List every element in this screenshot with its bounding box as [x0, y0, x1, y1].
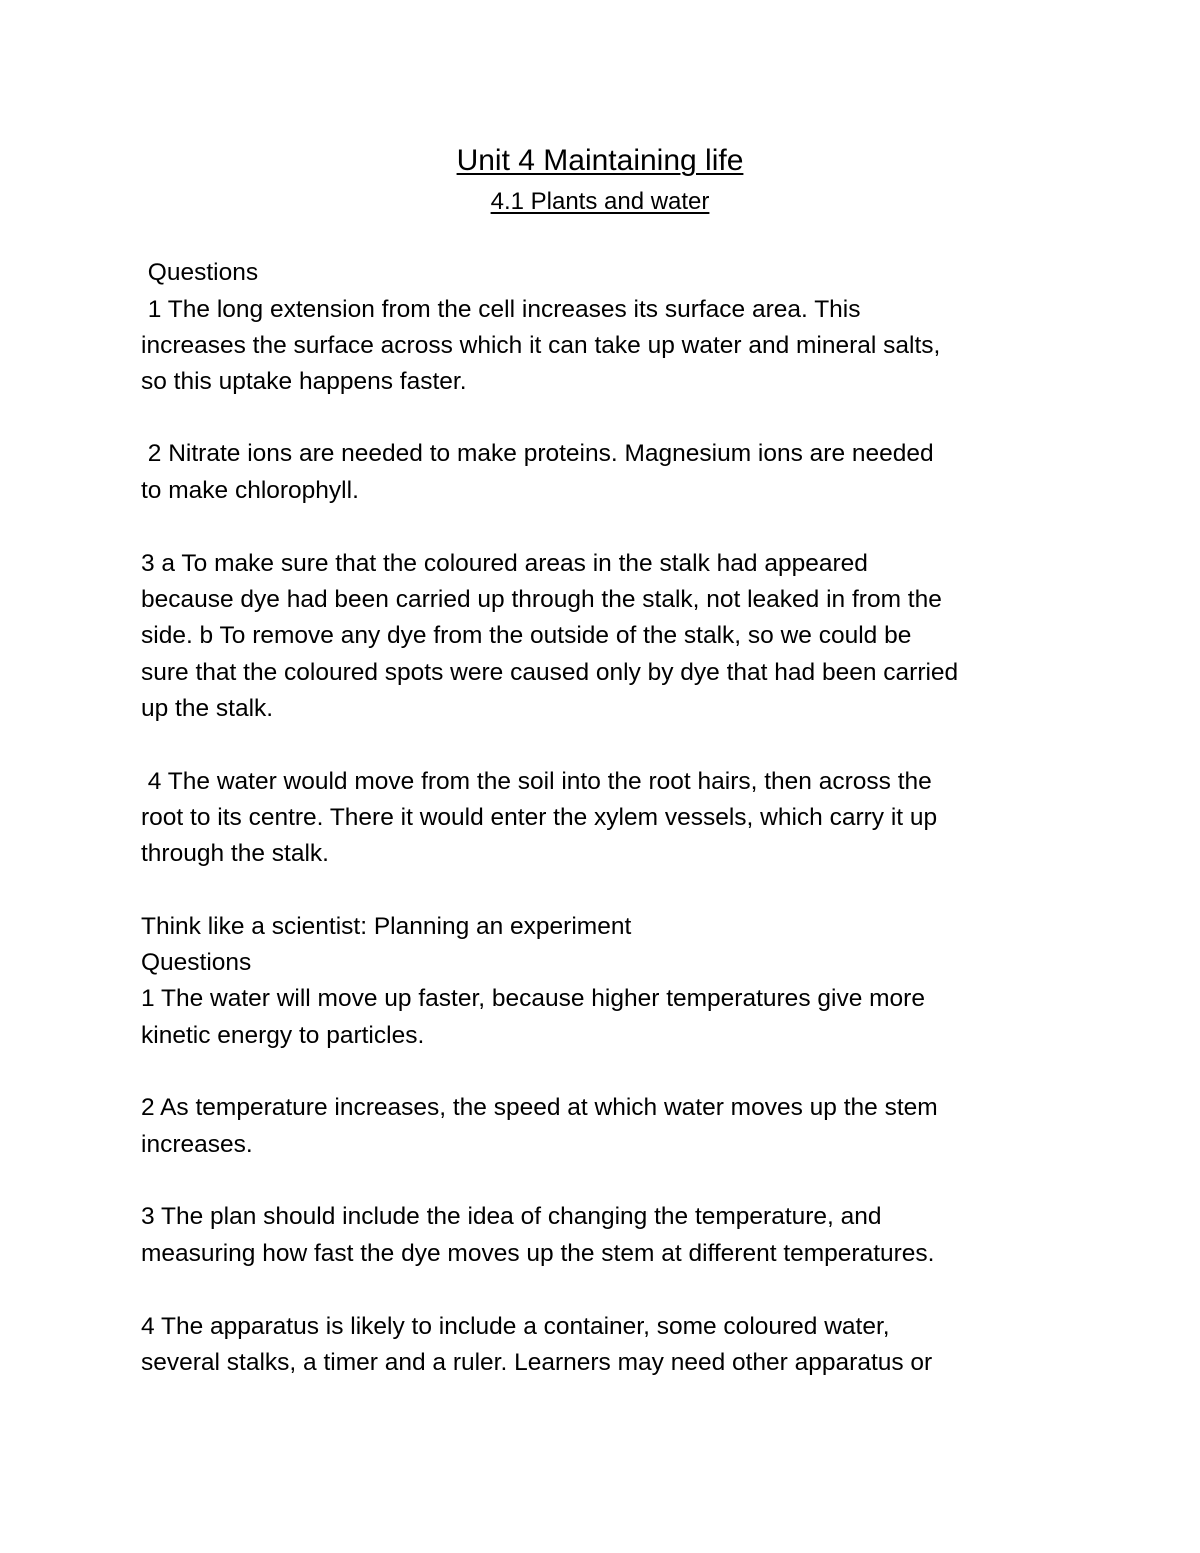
- text-line: increases the surface across which it can take up water and mineral salts,: [141, 332, 941, 359]
- section-heading: Think like a scientist: Planning an experiment: [141, 913, 632, 940]
- text-line: Questions: [141, 259, 259, 286]
- text-line: side. b To remove any dye from the outside of the stalk, so we could be: [141, 622, 912, 649]
- text-line: several stalks, a timer and a ruler. Learners may need other apparatus or: [141, 1349, 933, 1376]
- text-line: root to its centre. There it would enter the xylem vessels, which carry it up: [141, 804, 938, 831]
- text-line: 2 As temperature increases, the speed at which water moves up the stem: [141, 1094, 938, 1121]
- text-line: 3 The plan should include the idea of changing the temperature, and: [141, 1203, 882, 1230]
- text-line: increases.: [141, 1131, 253, 1158]
- text-line: kinetic energy to particles.: [141, 1022, 425, 1049]
- text-line: up the stalk.: [141, 695, 274, 722]
- text-line: 4 The apparatus is likely to include a container, some coloured water,: [141, 1313, 890, 1340]
- document-title: Unit 4 Maintaining life: [456, 144, 744, 177]
- text-line: 1 The long extension from the cell increases its surface area. This: [141, 296, 861, 323]
- text-line: because dye had been carried up through the stalk, not leaked in from the: [141, 586, 942, 613]
- text-line: through the stalk.: [141, 840, 329, 867]
- text-line: 1 The water will move up faster, because higher temperatures give more: [141, 985, 925, 1012]
- section-subtitle: 4.1 Plants and water: [490, 188, 710, 215]
- text-line: 3 a To make sure that the coloured areas in the stalk had appeared: [141, 550, 868, 577]
- text-line: to make chlorophyll.: [141, 477, 359, 504]
- text-line: measuring how fast the dye moves up the stem at different temperatures.: [141, 1240, 935, 1267]
- text-line: 2 Nitrate ions are needed to make proteins. Magnesium ions are needed: [141, 440, 934, 467]
- text-line: Questions: [141, 949, 252, 976]
- text-line: so this uptake happens faster.: [141, 368, 467, 395]
- text-line: sure that the coloured spots were caused only by dye that had been carried: [141, 659, 959, 686]
- text-line: 4 The water would move from the soil into the root hairs, then across the: [141, 768, 932, 795]
